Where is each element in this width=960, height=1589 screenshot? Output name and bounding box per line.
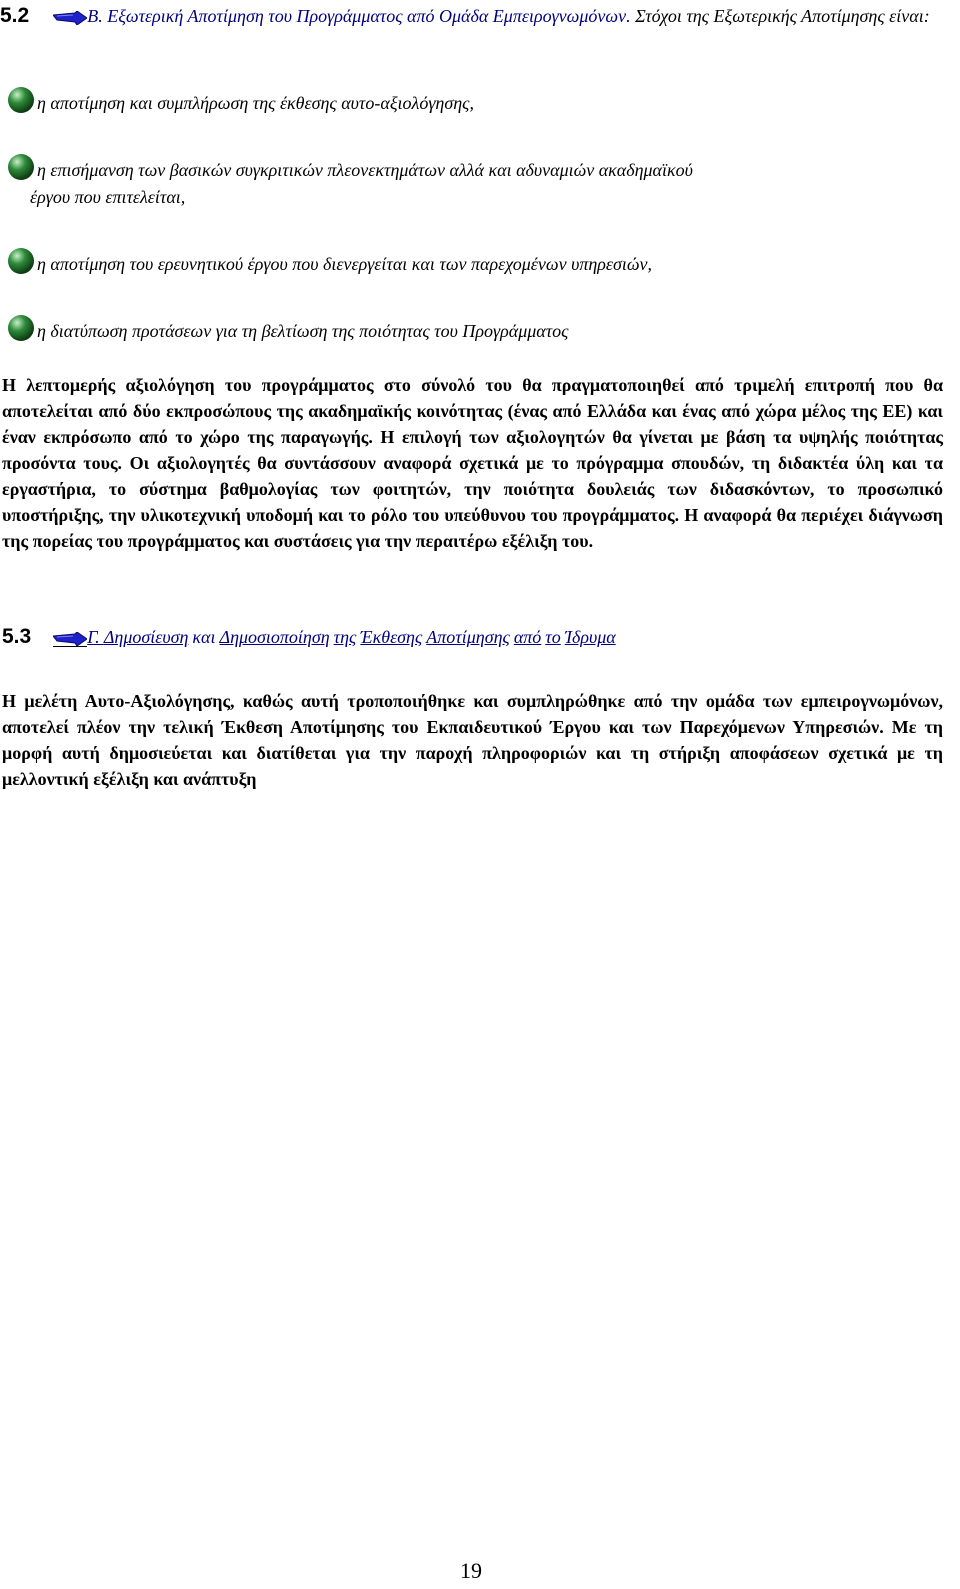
section-53-heading-word[interactable]: Αποτίμησης (426, 627, 510, 647)
section-52-paragraph-text: Η λεπτομερής αξιολόγηση του προγράμματος στο σύνολό του θα πραγματοποιηθεί από τριμελή επιτροπή που θα αποτελείται από δύο εκπροσώπους της ακαδημαϊκής κοινότητας (ένας από Ελλάδα και ένας από χώρα μέλος της ΕΕ) και έναν εκπρόσωπο από το χώρο της παραγωγής. Η επιλογή των αξιολογητών θα γίνεται με βάση τα υψηλής ποιότητας προσόντα τους. Οι αξιολογητές θα συντάσσουν αναφορά σχετικά με το πρόγραμμα σπουδών, τη διδακτέα ύλη και τα εργαστήρια, το σύστημα βαθμολογίας των φοιτητών, την ποιότητα δουλειάς των διδασκόντων, το προσωπικό υποστήριξης, την υλικοτεχνική υποδομή και το ρόλο του υπεύθυνου του προγράμματος. Η αναφορά θα περιέχει διάγνωση της πορείας του προγράμματος και συστάσεις για την περαιτέρω εξέλιξη του. (2, 375, 943, 551)
section-53-heading-word[interactable]: και (192, 627, 216, 647)
green-ball-icon (6, 85, 36, 115)
bullet-item-2-continuation (30, 185, 185, 209)
section-52-heading-rest: Στόχοι της Εξωτερικής Αποτίμησης είναι: (630, 6, 930, 26)
page-number: 19 (460, 1558, 482, 1583)
section-52-paragraph (2, 372, 943, 554)
section-52-heading-link[interactable]: Β. Εξωτερική Αποτίμηση του Προγράμματος από Ομάδα Εμπειρογνωμόνων. (87, 6, 631, 26)
section-53-paragraph-text: Η μελέτη Αυτο-Αξιολόγησης, καθώς αυτή τροποποιήθηκε και συμπληρώθηκε από την ομάδα των εμπειρογνωμόνων, αποτελεί πλέον την τελική Έκθεση Αποτίμησης του Εκπαιδευτικού Έργου και των Παρεχόμενων Υπηρεσιών. Με τη μορφή αυτή δημοσιεύεται και διατίθεται για την παροχή πληροφοριών και τη στήριξη αποφάσεων σχετικά με τη μελλοντική εξέλιξη και ανάπτυξη (2, 691, 943, 789)
section-53-heading-word[interactable]: Δημοσιοποίηση (219, 627, 330, 647)
section-52-heading (0, 4, 950, 28)
section-53-heading-word[interactable]: της (333, 627, 357, 647)
bullet-item-3 (6, 246, 652, 276)
bullet-text: η επισήμανση των βασικών συγκριτικών πλεονεκτημάτων αλλά και αδυναμιών ακαδημαϊκού (37, 160, 693, 180)
bullet-item-4 (6, 313, 568, 343)
section-53-paragraph (2, 688, 943, 792)
section-53-heading-word[interactable]: το (545, 627, 561, 647)
section-53-heading-prefix[interactable]: Γ. (87, 627, 104, 647)
section-53-heading-word[interactable]: Δημοσίευση (103, 627, 189, 647)
section-53-heading (2, 625, 952, 649)
bullet-text: η διατύπωση προτάσεων για τη βελτίωση της ποιότητας του Προγράμματος (37, 321, 569, 341)
section-52-number: 5.2 (0, 4, 30, 27)
section-53-heading-word[interactable]: Ίδρυμα (564, 627, 616, 647)
green-ball-icon (6, 313, 36, 343)
bullet-text: η αποτίμηση του ερευνητικού έργου που διενεργείται και των παρεχομένων υπηρεσιών, (37, 254, 652, 274)
arrow-icon (53, 632, 87, 647)
section-53-number: 5.3 (2, 625, 32, 648)
section-53-heading-word[interactable]: από (513, 627, 542, 647)
bullet-text-continuation: έργου που επιτελείται, (30, 187, 186, 207)
bullet-text: η αποτίμηση και συμπλήρωση της έκθεσης αυτο-αξιολόγησης, (37, 93, 474, 113)
green-ball-icon (6, 246, 36, 276)
arrow-icon (53, 11, 87, 25)
bullet-item-2 (6, 152, 693, 182)
bullet-item-1 (6, 85, 474, 115)
section-53-heading-word[interactable]: Έκθεσης (360, 627, 423, 647)
green-ball-icon (6, 152, 36, 182)
